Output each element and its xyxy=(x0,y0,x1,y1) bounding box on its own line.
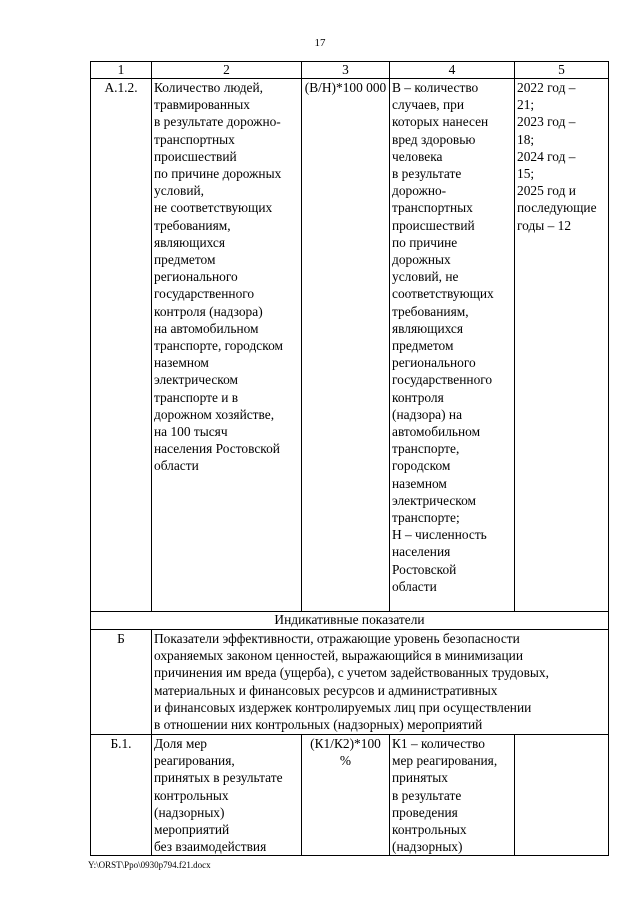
indicator-formula: (К1/К2)*100 % xyxy=(302,735,390,856)
indicator-description: В – количество случаев, при которых нанесен вред здоровью человека в результате дорожно- транспортных происшествий по причине дорожных условий, не соответствующих требованиям, являющихся предметом регионального государственного контроля (надзора) на автомобильном транспорте, городском наземном электрическом транспорте; Н – численность населения Ростовской области xyxy=(390,79,515,612)
indicators-table xyxy=(90,61,609,856)
indicator-targets: 2022 год – 21; 2023 год – 18; 2024 год – 15; 2025 год и последующие годы – 12 xyxy=(515,79,609,612)
column-number-3: 3 xyxy=(302,62,390,79)
section-title: Индикативные показатели xyxy=(91,612,609,630)
table-row-b1 xyxy=(91,735,609,856)
column-number-2: 2 xyxy=(152,62,302,79)
table-row-b xyxy=(91,630,609,735)
column-number-5: 5 xyxy=(515,62,609,79)
section-row xyxy=(91,612,609,630)
indicator-formula: (В/Н)*100 000 xyxy=(302,79,390,612)
table-header-row xyxy=(91,62,609,79)
indicator-name: Доля мер реагирования, принятых в результате контрольных (надзорных) мероприятий без взаимодействия xyxy=(152,735,302,856)
indicator-targets xyxy=(515,735,609,856)
indicator-description: К1 – количество мер реагирования, принятых в результате проведения контрольных (надзорных) xyxy=(390,735,515,856)
group-code: Б xyxy=(91,630,152,735)
column-number-4: 4 xyxy=(390,62,515,79)
group-description: Показатели эффективности, отражающие уровень безопасности охраняемых законом ценностей, выражающийся в минимизации причинения им вреда (ущерба), с учетом задействованных трудовых, материальных и финансовых ресурсов и административных и финансовых издержек контролируемых лиц при осуществлении в отношении них контрольных (надзорных) мероприятий xyxy=(152,630,609,735)
indicator-code: А.1.2. xyxy=(91,79,152,612)
page-number: 17 xyxy=(314,37,326,49)
indicator-code: Б.1. xyxy=(91,735,152,856)
indicator-name: Количество людей, травмированных в результате дорожно- транспортных происшествий по причине дорожных условий, не соответствующих требованиям, являющихся предметом регионального государственного контроля (надзора) на автомобильном транспорте, городском наземном электрическом транспорте и в дорожном хозяйстве, на 100 тысяч населения Ростовской области xyxy=(152,79,302,612)
table-row-a12 xyxy=(91,79,609,612)
column-number-1: 1 xyxy=(91,62,152,79)
footer-file-path: Y:\ORST\Ppo\0930p794.f21.docx xyxy=(88,860,211,870)
